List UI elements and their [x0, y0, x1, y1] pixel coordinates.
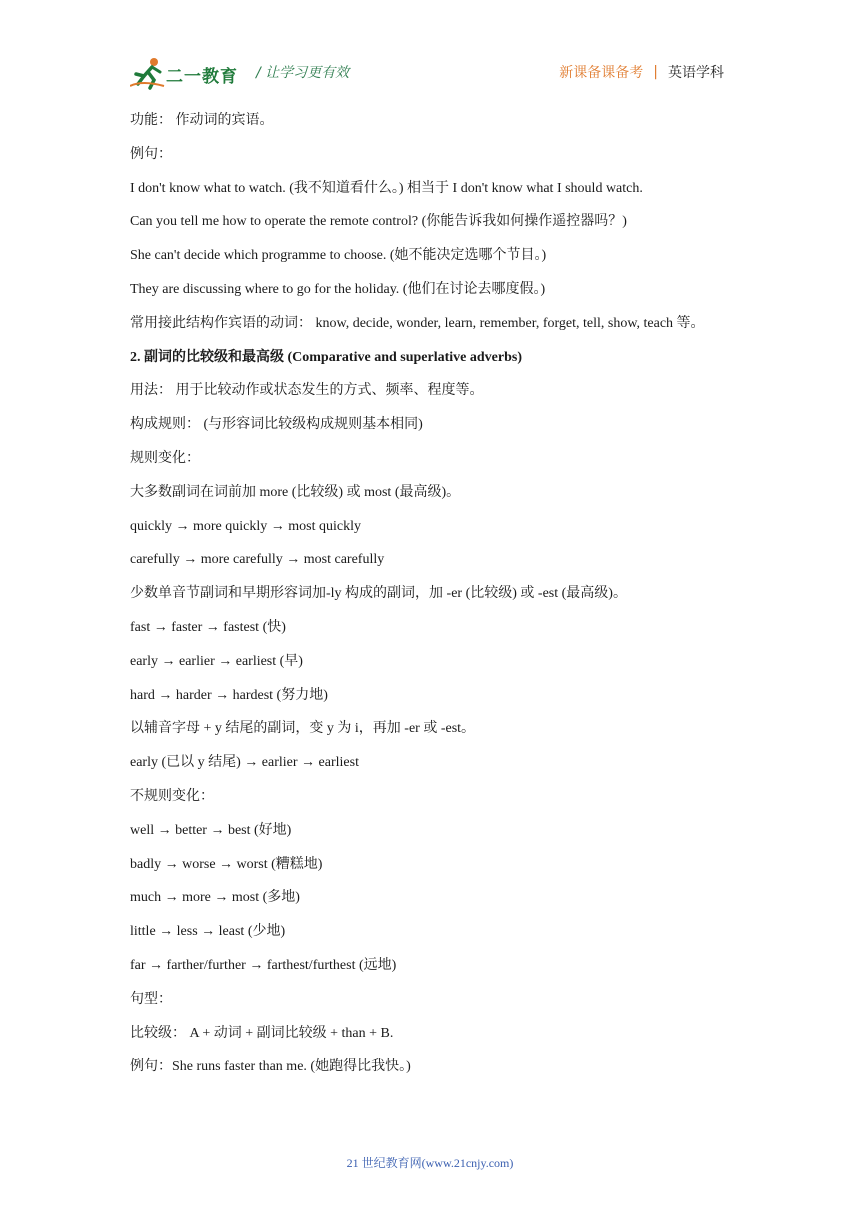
text-line: 大多数副词在词前加 more (比较级) 或 most (最高级)。	[130, 484, 461, 500]
text-line: 以辅音字母 + y 结尾的副词，变 y 为 i，再加 -er 或 -est。	[130, 721, 476, 737]
text-line: 构成规则： (与形容词比较级构成规则基本相同)	[130, 417, 423, 433]
text-line: 例句：She runs faster than me. (她跑得比我快。)	[130, 1059, 411, 1075]
text-line: Can you tell me how to operate the remote control? (你能告诉我如何操作遥控器吗？)	[130, 214, 627, 230]
text-line: 比较级： A + 动词 + 副词比较级 + than + B.	[130, 1025, 394, 1041]
document-body	[130, 104, 750, 1084]
page-header	[0, 0, 860, 100]
text-line: 少数单音节副词和早期形容词加-ly 构成的副词，加 -er (比较级) 或 -est (最高级)。	[130, 586, 627, 602]
text-line: 常用接此结构作宾语的动词： know, decide, wonder, learn, remember, forget, tell, show, teach 等。	[130, 315, 705, 331]
text-line: little → less → least (少地)	[130, 924, 286, 940]
subject-tag: 英语学科	[668, 65, 724, 81]
text-line: 功能： 作动词的宾语。	[130, 113, 274, 128]
page-footer: 21 世纪教育网(www.21cnjy.com)	[346, 1156, 514, 1170]
subject-tags	[559, 62, 724, 82]
text-line: 规则变化：	[130, 450, 200, 466]
logo-text: 二一教育	[166, 67, 238, 87]
text-line: She can't decide which programme to choose. (她不能决定选哪个节目。)	[130, 248, 547, 264]
text-line: early → earlier → earliest (早)	[130, 653, 303, 669]
brand-logo	[130, 56, 250, 92]
text-line: early (已以 y 结尾) → earlier → earliest	[130, 755, 359, 771]
slogan: / 让学习更有效	[256, 65, 350, 81]
tag-divider: |	[653, 64, 658, 80]
text-line: 句型：	[130, 991, 172, 1007]
text-line: They are discussing where to go for the holiday. (他们在讨论去哪度假。)	[130, 281, 546, 297]
text-line: badly → worse → worst (糟糕地)	[130, 856, 323, 872]
text-line: fast → faster → fastest (快)	[130, 619, 286, 635]
text-line: I don't know what to watch. (我不知道看什么。) 相当于 I don't know what I should watch.	[130, 180, 643, 196]
runner-logo-icon	[130, 56, 166, 90]
text-line: 用法： 用于比较动作或状态发生的方式、频率、程度等。	[130, 383, 484, 399]
text-line: 例句：	[130, 146, 172, 162]
section-heading: 2. 副词的比较级和最高级 (Comparative and superlative adverbs)	[130, 349, 522, 365]
text-line: far → farther/further → farthest/furthest (远地)	[130, 957, 397, 973]
text-line: carefully → more carefully → most carefully	[130, 552, 385, 568]
text-line: much → more → most (多地)	[130, 890, 300, 906]
text-line: hard → harder → hardest (努力地)	[130, 687, 328, 703]
text-line: well → better → best (好地)	[130, 822, 292, 838]
course-tag: 新课备课备考	[559, 65, 644, 81]
text-line: quickly → more quickly → most quickly	[130, 518, 361, 534]
text-line: 不规则变化：	[130, 788, 214, 804]
